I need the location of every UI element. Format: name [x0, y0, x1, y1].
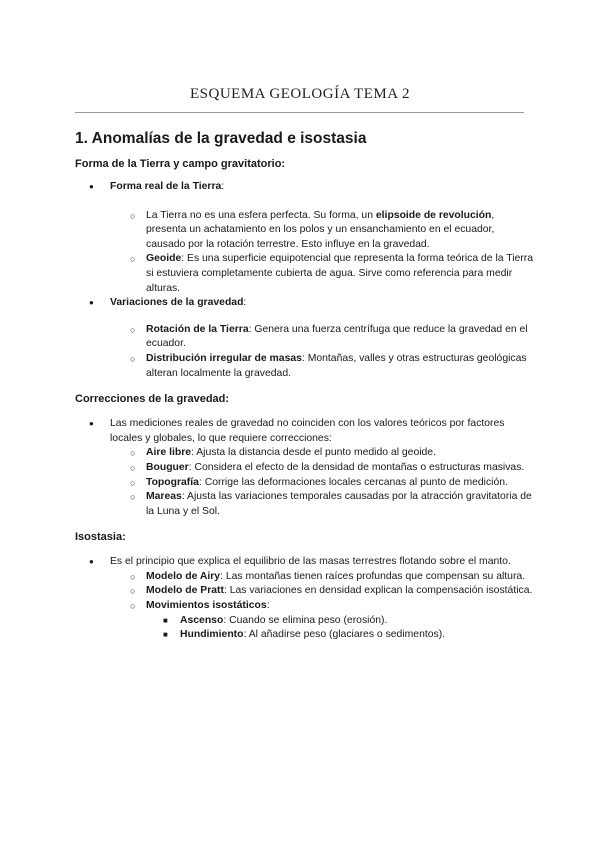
list-item: ○ Bouguer: Considera el efecto de la densidad de montañas o estructuras masivas. — [75, 461, 535, 476]
list-item: ○ Mareas: Ajusta las variaciones temporales causadas por la atracción gravitatoria de la Luna y el Sol. — [75, 490, 535, 519]
subsection-heading-forma: Forma de la Tierra y campo gravitatorio: — [75, 158, 286, 170]
list-item: ○ Rotación de la Tierra: Genera una fuerza centrífuga que reduce la gravedad en el ecuador. — [75, 323, 535, 352]
list-item: ● Variaciones de la gravedad: — [75, 296, 535, 311]
isostasia-sublist — [75, 570, 535, 614]
subsection-heading-isostasia: Isostasia: — [75, 531, 126, 544]
section-heading: 1. Anomalías de la gravedad e isostasia — [75, 130, 367, 147]
subsection-heading-correcciones: Correcciones de la gravedad: — [75, 393, 230, 406]
item-label: Forma real de la Tierra — [110, 181, 222, 192]
list-item: ● Es el principio que explica el equilibrio de las masas terrestres flotando sobre el manto. — [75, 555, 535, 570]
list-item: ○ Modelo de Airy: Las montañas tienen raíces profundas que compensan su altura. — [75, 570, 535, 585]
list-item: ○ Geoide: Es una superficie equipotencial que representa la forma teórica de la Tierra si estuviera completamente cubierta de agua. Sirve como referencia para medir alturas. — [75, 252, 535, 296]
list-item: ○ Topografía: Corrige las deformaciones locales cercanas al punto de medición. — [75, 476, 535, 491]
correcciones-list — [75, 417, 535, 446]
forma-list-2 — [75, 296, 535, 311]
list-item: ■ Hundimiento: Al añadirse peso (glaciares o sedimentos). — [75, 628, 535, 643]
list-item: ○ Distribución irregular de masas: Montañas, valles y otras estructuras geológicas alteran localmente la gravedad. — [75, 352, 535, 381]
list-item: ○ Aire libre: Ajusta la distancia desde el punto medido al geoide. — [75, 446, 535, 461]
document-title: ESQUEMA GEOLOGÍA TEMA 2 — [190, 86, 410, 102]
title-divider — [75, 112, 524, 113]
list-item: ○ La Tierra no es una esfera perfecta. Su forma, un elipsoide de revolución, presenta un achatamiento en los polos y un ensanchamiento en el ecuador, causado por la rotación terrestre. Esto influye en la gravedad. — [75, 209, 535, 253]
correcciones-sublist — [75, 446, 535, 519]
forma-sublist-1 — [75, 209, 535, 297]
list-item: ○ Movimientos isostáticos: — [75, 599, 535, 614]
document-content — [75, 130, 535, 643]
list-item: ■ Ascenso: Cuando se elimina peso (erosión). — [75, 614, 535, 629]
isostasia-list — [75, 555, 535, 570]
item-label: Variaciones de la gravedad — [110, 297, 244, 309]
list-item: ● Las mediciones reales de gravedad no coinciden con los valores teóricos por factores locales y globales, lo que requiere correcciones: — [75, 417, 535, 446]
isostasia-subsublist — [75, 614, 535, 643]
forma-sublist-2 — [75, 323, 535, 381]
forma-list — [75, 180, 535, 195]
list-item: ○ Modelo de Pratt: Las variaciones en densidad explican la compensación isostática. — [75, 584, 535, 599]
list-item: ● Forma real de la Tierra: — [75, 180, 535, 195]
